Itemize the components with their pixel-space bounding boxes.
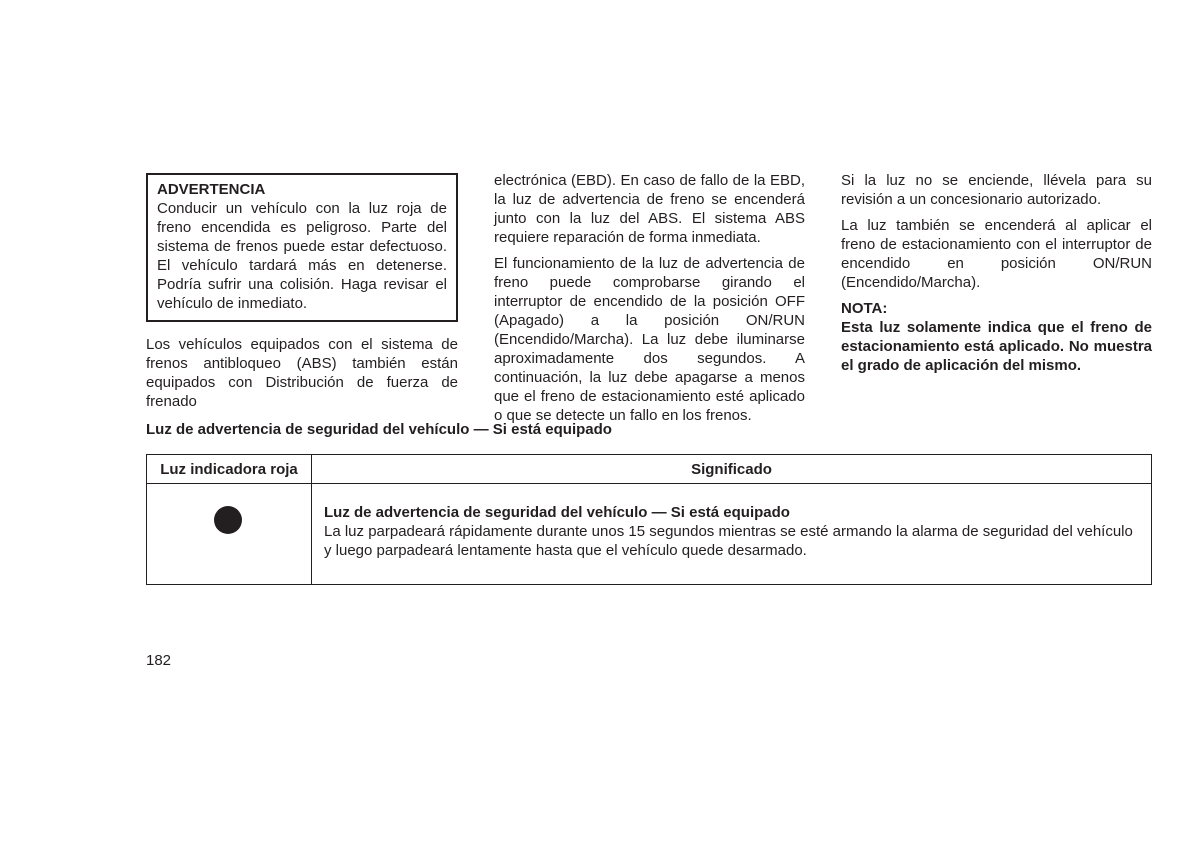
indicator-table: [146, 454, 1152, 585]
col1-paragraph: Los vehículos equipados con el sistema de frenos antibloqueo (ABS) también están equipados con Distribución de fuerza de frenado: [146, 336, 458, 410]
col2-paragraph-1: electrónica (EBD). En caso de fallo de la EBD, la luz de advertencia de freno se encenderá junto con la luz del ABS. El sistema ABS requiere reparación de forma inmediata.: [494, 172, 805, 246]
header-meaning: Significado: [312, 455, 1152, 484]
column-3: [841, 171, 1152, 375]
meaning-cell: [312, 484, 1152, 585]
column-2: [494, 171, 805, 425]
warning-box: [146, 173, 458, 322]
table-header-row: [147, 455, 1152, 484]
note-text: Esta luz solamente indica que el freno de estacionamiento está aplicado. No muestra el grado de aplicación del mismo.: [841, 319, 1152, 374]
warning-text: Conducir un vehículo con la luz roja de freno encendida es peligroso. Parte del sistema de frenos puede estar defectuoso. El vehículo tardará más en detenerse. Podría sufrir una colisión. Haga revisar el vehículo de inmediato.: [157, 200, 447, 312]
vehicle-security-light-icon: [214, 506, 242, 534]
indicator-cell: [147, 484, 312, 585]
page-number: 182: [146, 652, 172, 669]
col3-paragraph-2: La luz también se encenderá al aplicar el freno de estacionamiento con el interruptor de encendido en posición ON/RUN (Encendido/Marcha).: [841, 217, 1152, 291]
note-label: NOTA:: [841, 300, 888, 317]
section-title: Luz de advertencia de seguridad del vehículo — Si está equipado: [146, 421, 612, 438]
col2-paragraph-2: El funcionamiento de la luz de advertencia de freno puede comprobarse girando el interruptor de encendido de la posición OFF (Apagado) a la posición ON/RUN (Encendido/Marcha). La luz debe iluminarse aproximadamente dos segundos. A continuación, la luz debe apagarse a menos que el freno de estacionamiento esté aplicado o que se detecte un fallo en los frenos.: [494, 255, 805, 424]
meaning-text: La luz parpadeará rápidamente durante unos 15 segundos mientras se esté armando la alarma de seguridad del vehículo y luego parpadeará lentamente hasta que el vehículo quede desarmado.: [324, 523, 1133, 559]
warning-title: ADVERTENCIA: [157, 181, 266, 198]
table-row: [147, 484, 1152, 585]
meaning-title: Luz de advertencia de seguridad del vehículo — Si está equipado: [324, 504, 790, 521]
header-indicator: Luz indicadora roja: [147, 455, 312, 484]
column-1: [146, 335, 458, 411]
col3-paragraph-1: Si la luz no se enciende, llévela para su revisión a un concesionario autorizado.: [841, 172, 1152, 208]
